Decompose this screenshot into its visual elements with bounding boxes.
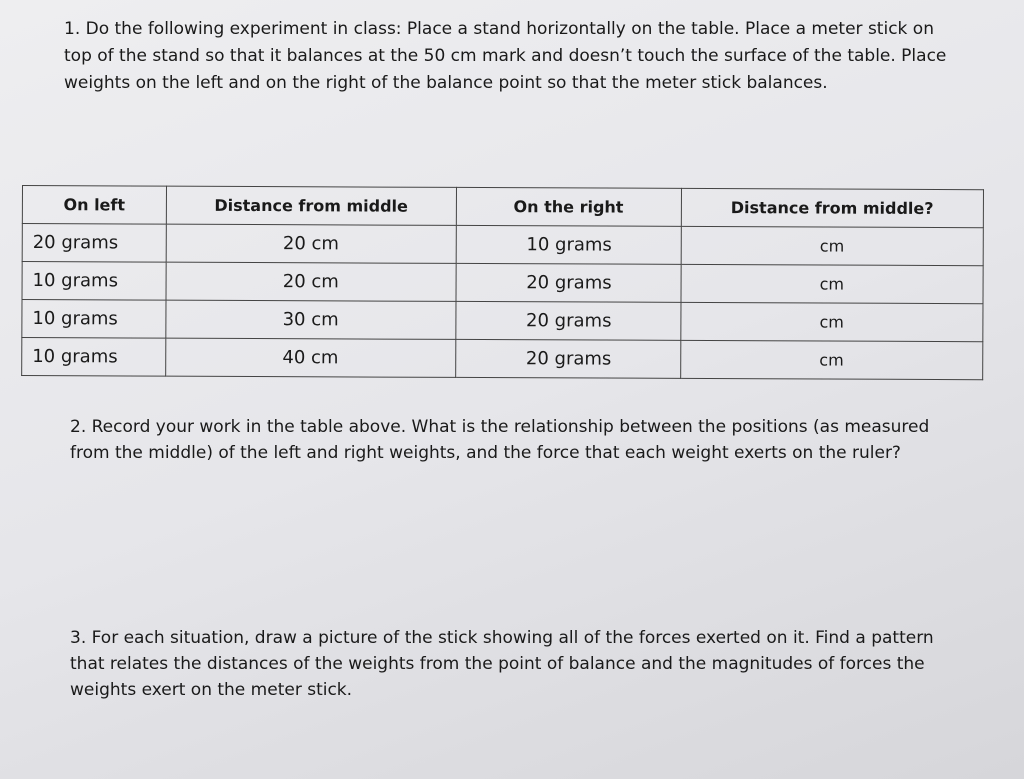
table-cell: 10 grams	[22, 338, 166, 377]
table-cell: 40 cm	[165, 338, 455, 377]
table-cell: 20 grams	[455, 339, 680, 378]
table-cell: 10 grams	[456, 225, 681, 264]
header-cell: Distance from middle?	[681, 188, 984, 227]
table-cell: 20 grams	[456, 263, 681, 302]
header-cell: On left	[22, 186, 166, 225]
table-header	[22, 186, 983, 228]
table-row	[22, 300, 983, 342]
table-row	[22, 262, 983, 304]
table-cell: 20 grams	[456, 301, 681, 340]
table-row	[22, 338, 983, 380]
table-cell: 10 grams	[22, 262, 166, 301]
question-2: 2. Record your work in the table above. What is the relationship between the positions (as measured from the middle) of the left and right weights, and the force that each weight exerts on the ruler?	[70, 417, 930, 463]
question-3: 3. For each situation, draw a picture of the stick showing all of the forces exerted on it. Find a pattern that relates the distances of the weights from the point of balance and the magnitudes of forces the weights exert on the meter stick.	[70, 628, 934, 700]
table-row	[22, 224, 983, 266]
table-cell: 30 cm	[166, 300, 456, 339]
table-cell: 20 cm	[166, 262, 456, 301]
table-cell: cm	[680, 302, 983, 341]
data-table	[21, 185, 984, 380]
table-cell: cm	[681, 264, 984, 303]
table-cell: 20 cm	[166, 224, 456, 263]
table-cell: cm	[680, 340, 983, 379]
header-cell: On the right	[456, 187, 681, 226]
table-cell: 10 grams	[22, 300, 166, 339]
table-cell: cm	[681, 226, 984, 265]
question-1: 1. Do the following experiment in class: Place a stand horizontally on the table. Place a meter stick on top of the stand so that it balances at the 50 cm mark and doesn’t touch the surface of the table. Place weights on the left and on the right of the balance point so that the meter stick balances.	[64, 19, 947, 93]
table-cell: 20 grams	[22, 224, 166, 263]
header-cell: Distance from middle	[166, 186, 456, 225]
